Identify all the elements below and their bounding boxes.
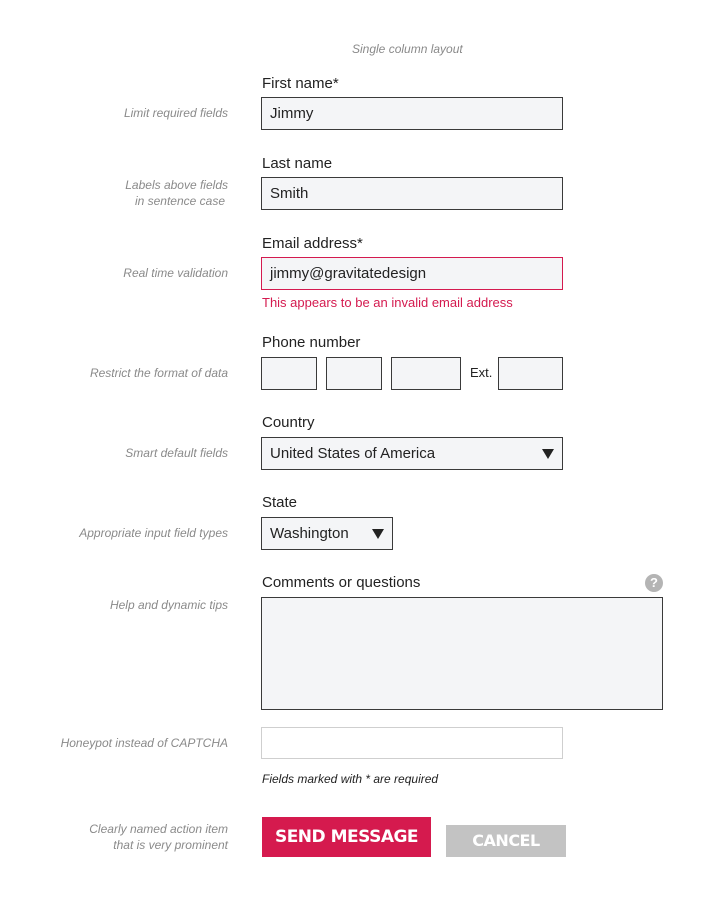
comments-label: Comments or questions: [262, 574, 421, 591]
note-action-item: [0, 821, 228, 853]
phone-ext-field[interactable]: [498, 357, 563, 390]
note-realtime-validation: Real time validation: [123, 266, 228, 280]
note-limit-required: Limit required fields: [123, 106, 228, 120]
phone-area-field[interactable]: [261, 357, 317, 390]
note-honeypot: Honeypot instead of CAPTCHA: [60, 736, 228, 750]
note-smart-defaults: Smart default fields: [125, 446, 228, 460]
first-name-label: First name*: [262, 75, 339, 92]
country-select[interactable]: [261, 437, 563, 470]
question-circle-icon[interactable]: ?: [645, 574, 663, 592]
note-action-line2: that is very prominent: [113, 838, 228, 852]
note-labels-above-line1: Labels above fields: [125, 178, 228, 192]
phone-prefix-field[interactable]: [326, 357, 382, 390]
email-error-message: This appears to be an invalid email address: [262, 295, 513, 310]
country-label: Country: [262, 414, 315, 431]
comments-textarea[interactable]: [261, 597, 663, 710]
cancel-button[interactable]: CANCEL: [446, 825, 566, 857]
note-restrict-format: Restrict the format of data: [89, 366, 228, 380]
note-labels-above: [0, 177, 228, 209]
email-field[interactable]: jimmy@gravitatedesign: [261, 257, 563, 290]
triangle-down-icon: [372, 529, 384, 539]
state-select-value: Washington: [270, 525, 349, 542]
state-label: State: [262, 494, 298, 511]
phone-ext-label: Ext.: [470, 365, 493, 380]
triangle-down-icon: [542, 449, 554, 459]
note-help-tips: Help and dynamic tips: [109, 598, 228, 612]
phone-label: Phone number: [262, 334, 361, 351]
phone-line-field[interactable]: [391, 357, 461, 390]
note-labels-above-line2: in sentence case: [134, 194, 225, 208]
note-input-types: Appropriate input field types: [79, 526, 228, 540]
last-name-field[interactable]: Smith: [261, 177, 563, 210]
layout-caption: Single column layout: [352, 42, 463, 56]
email-label: Email address*: [262, 235, 363, 252]
required-fields-note: Fields marked with * are required: [262, 772, 439, 786]
note-action-line1: Clearly named action item: [89, 822, 228, 836]
state-select[interactable]: [261, 517, 393, 550]
first-name-field[interactable]: Jimmy: [261, 97, 563, 130]
honeypot-field[interactable]: [261, 727, 563, 759]
country-select-value: United States of America: [270, 445, 436, 462]
send-message-button[interactable]: SEND MESSAGE: [262, 817, 431, 857]
last-name-label: Last name: [262, 155, 333, 172]
